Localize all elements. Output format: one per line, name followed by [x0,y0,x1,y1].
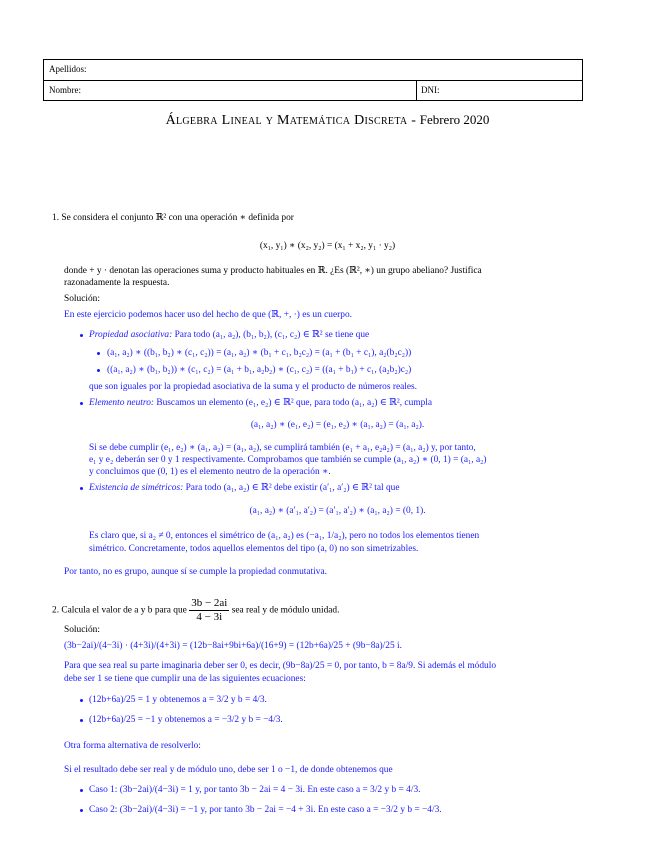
bullet-icon [80,334,83,337]
bullet-icon [80,699,83,702]
dni-label: DNI: [421,85,440,95]
nombre-box[interactable] [43,80,583,101]
q2-fraction [189,597,229,624]
q2-p2: debe ser 1 se tiene que cumplir una de las siguientes ecuaciones: [64,674,306,684]
q1-neutro-1: Si se debe cumplir (e₁, e₂) ∗ (a₁, a₂) = (a₁, a₂), se cumplirá también (e₁ + a₁, e₂a₂) = (a₁, a₂) y, por tanto, [89,443,476,453]
bullet-icon [97,352,100,355]
apellidos-box[interactable] [43,59,583,81]
q1-neutro-formula: (a₁, a₂) ∗ (e₁, e₂) = (e₁, e₂) ∗ (a₁, a₂) = (a₁, a₂). [250,420,425,430]
q1-assoc-text: Para todo (a₁, a₂), (b₁, b₂), (c₁, c₂) ∈ ℝ² se tiene que [172,330,370,340]
q1-statement-2: donde + y · denotan las operaciones suma y producto habituales en ℝ. ¿Es (ℝ², ∗) un grupo abeliano? Justifica [64,266,482,276]
q1-sim-1: Es claro que, si a₂ ≠ 0, entonces el simétrico de (a₁, a₂) es (−a₁, 1/a₂), pero no todos los elementos tienen [89,531,480,541]
bullet-icon [80,487,83,490]
q1-neutro-head: Elemento neutro: [89,398,154,408]
q1-formula: (x₁, y₁) ∗ (x₂, y₂) = (x₁ + x₂, y₁ · y₂) [259,241,396,251]
q2-case1: Caso 1: (3b−2ai)/(4−3i) = 1 y, por tanto 3b − 2ai = 4 − 3i. En este caso a = 3/2 y b = 4/3. [89,785,421,795]
q2-alt-p: Si el resultado debe ser real y de módulo uno, debe ser 1 o −1, de donde obtenemos que [64,765,393,775]
q1-neutro-text: Buscamos un elemento (e₁, e₂) ∈ ℝ² que, para todo (a₁, a₂) ∈ ℝ², cumpla [154,398,433,408]
q1-sim-line [89,482,400,494]
q1-conclusion: Por tanto, no es grupo, aunque sí se cumple la propiedad conmutativa. [64,567,327,577]
q1-sim-formula: (a₁, a₂) ∗ (a′₁, a′₂) = (a′₁, a′₂) ∗ (a₁, a₂) = (0, 1). [249,506,426,516]
q1-assoc-line [89,329,369,341]
q1-neutro-line [89,397,432,409]
q1-assoc-2: ((a₁, a₂) ∗ (b₁, b₂)) ∗ (c₁, c₂) = (a₁ + b₁, a₂b₂) ∗ (c₁, c₂) = ((a₁ + b₁) + c₁, (a₂b₂)c₂) [107,365,412,375]
q2-eq1: (12b+6a)/25 = 1 y obtenemos a = 3/2 y b = 4/3. [89,695,267,705]
q2-case2: Caso 2: (3b−2ai)/(4−3i) = −1 y, por tanto 3b − 2ai = −4 + 3i. En este caso a = −3/2 y b = −4/3. [89,805,442,815]
q2-eq2: (12b+6a)/25 = −1 y obtenemos a = −3/2 y b = −4/3. [89,715,283,725]
q1-neutro-2: e₁ y e₂ deberán ser 0 y 1 respectivamente. Comprobamos que también se cumple (a₁, a₂) ∗ (0, 1) = (a₁, a₂) [89,455,487,465]
q1-statement-1: 1. Se considera el conjunto ℝ² con una operación ∗ definida por [52,213,294,223]
bullet-icon [80,402,83,405]
q1-sim-2: simétrico. Concretamente, todos aquellos elementos del tipo (a, 0) no son simetrizables. [89,544,419,554]
q1-statement-3: razonadamente la respuesta. [64,278,170,288]
bullet-icon [80,789,83,792]
q2-solucion-label: Solución: [64,625,100,635]
apellidos-label: Apellidos: [49,64,87,74]
q2-statement-post: sea real y de módulo unidad. [231,605,340,616]
q1-assoc-head: Propiedad asociativa: [89,330,173,340]
q1-intro: En este ejercicio podemos hacer uso del hecho de que (ℝ, +, ·) es un cuerpo. [64,310,352,320]
q2-alt: Otra forma alternativa de resolverlo: [64,741,201,751]
q2-statement-pre: 2. Calcula el valor de a y b para que [52,605,187,616]
title-main: Álgebra Lineal y Matemática Discreta - [165,113,417,128]
q2-calc: (3b−2ai)/(4−3i) · (4+3i)/(4+3i) = (12b−8ai+9bi+6a)/(16+9) = (12b+6a)/25 + (9b−8a)/25 i. [64,641,402,651]
exam-title [0,112,655,129]
q1-solucion-label: Solución: [64,294,100,304]
q1-assoc-end: que son iguales por la propiedad asociativa de la suma y el producto de números reales. [89,382,418,392]
bullet-icon [80,809,83,812]
nombre-label: Nombre: [49,85,81,95]
q2-statement [52,597,339,624]
q2-frac-den: 4 − 3i [196,611,223,623]
title-date: Febrero 2020 [419,112,490,127]
q2-p1: Para que sea real su parte imaginaria deber ser 0, es decir, (9b−8a)/25 = 0, por tanto, b = 8a/9. Si además el módulo [64,661,497,671]
dni-box[interactable] [416,81,440,100]
q1-sim-head: Existencia de simétricos: [89,483,184,493]
bullet-icon [97,369,100,372]
bullet-icon [80,719,83,722]
q2-frac-num: 3b − 2ai [191,597,228,609]
q1-assoc-1: (a₁, a₂) ∗ ((b₁, b₂) ∗ (c₁, c₂)) = (a₁, a₂) ∗ (b₁ + c₁, b₂c₂) = (a₁ + (b₁ + c₁), a₂(b₂c₂)) [107,348,412,358]
q1-neutro-3: y concluimos que (0, 1) es el elemento neutro de la operación ∗. [89,467,331,477]
q1-sim-text: Para todo (a₁, a₂) ∈ ℝ² debe existir (a′₁, a′₂) ∈ ℝ² tal que [183,483,400,493]
